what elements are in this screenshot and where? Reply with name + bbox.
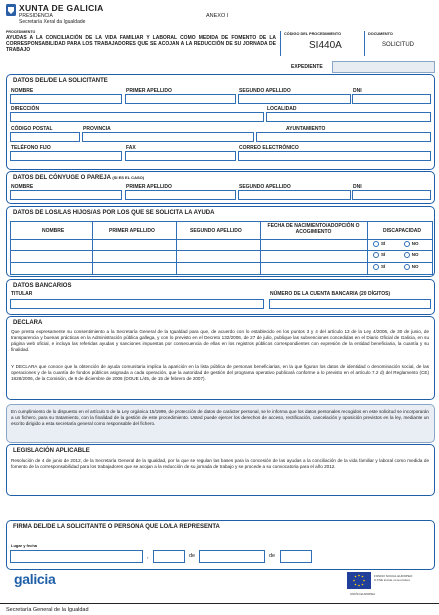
spouse-dni-label: DNI [353,184,362,190]
footer-divider [0,603,439,604]
child-row-1-discapacidad [373,241,419,247]
spouse-nombre-label: NOMBRE [11,184,34,190]
account-label: NÚMERO DE LA CUENTA BANCARIA (20 DÍGITOS) [270,291,391,297]
spouse-dni-field[interactable] [352,190,431,200]
galicia-logo-text: galicia [14,571,56,587]
codigo-postal-label: CÓDIGO POSTAL [11,126,53,132]
eu-stars-icon [347,572,371,589]
radio-si-1[interactable] [373,241,379,247]
spouse-primer-apellido-field[interactable] [125,190,236,200]
col-nombre: NOMBRE [42,228,65,234]
spouse-nombre-field[interactable] [10,190,122,200]
ayuntamiento-field[interactable] [256,132,431,142]
expediente-field[interactable] [332,61,435,73]
dept-presidencia: PRESIDENCIA [19,13,53,19]
spouse-section [6,171,435,204]
applicant-title: DATOS DEL/DE LA SOLICITANTE [13,78,108,84]
legal-text: Resolución de 4 de junio de 2012, de la Secretaría General de la Igualdad, por la que se regulan las bases para la concesión de las ayudas a la conciliación de la vida familiar y laboral como medida de fomento de la corresponsabilidad para los trabajadores que se acojan a la reducción de su jornada de trabajo y se procede a su convocatoria para el año 2012. [11,458,429,469]
spouse-primer-apellido-label: PRIMER APELLIDO [126,184,172,190]
col-segundo-apellido: SEGUNDO APELLIDO [190,228,242,234]
eu-flag-icon [347,572,371,589]
yes-label-1: SÍ [381,241,386,247]
children-title: DATOS DE LOS/LAS HIJOS/AS POR LOS QUE SE SOLICITA LA AYUDA [13,210,215,216]
legal-title: LEGISLACIÓN APLICABLE [13,448,90,454]
dni-field[interactable] [352,94,431,104]
segundo-apellido-field[interactable] [238,94,351,104]
de-label-2: de [269,553,276,559]
radio-no-2[interactable] [404,252,410,258]
eu-text-1: FONDO SOCIAL EUROPEO [374,574,413,578]
radio-si-2[interactable] [373,252,379,258]
procedure-label: PROCEDIMENTO [6,30,36,34]
declara-section [6,316,435,400]
day-field[interactable] [153,550,185,563]
provincia-field[interactable] [82,132,254,142]
nombre-label: NOMBRE [11,88,34,94]
month-field[interactable] [199,550,265,563]
procedure-code-box [280,31,362,56]
dept-secretaria: Secretaría Xeral da Igualdade [19,19,86,25]
children-table [10,221,433,275]
signature-section [6,520,435,570]
declara-paragraph-1: Que presta expresamente su consentimiento a la Secretaría General de la Igualdad para que, de acuerdo con lo establecido en los puntos 3 y 4 del artículo 13 de la Ley 4/2006, de 30 de junio, de transparencia y buenas prácticas en la Administración pública gallega, y con lo previsto en el Decreto 132/2006, de 27 de julio, publique las subvenciones concedidas en el Diario Oficial de Galicia, en su página web oficial, e incluya las referidas ayudas y sanciones impuestas por consecuencia de ellas en los registros públicos correspondientes con expresión de la entidad beneficiaria, la cuantía y su finalidad. [11,329,429,352]
yes-label-2: SÍ [381,252,386,258]
direccion-field[interactable] [10,112,264,122]
correo-field[interactable] [238,151,431,161]
titular-field[interactable] [10,299,264,309]
child-row-2-discapacidad [373,252,419,258]
child-row-3-discapacidad [373,264,419,270]
spouse-segundo-apellido-label: SEGUNDO APELLIDO [239,184,291,190]
document-value: SOLICITUD [382,42,415,48]
radio-no-1[interactable] [404,241,410,247]
fax-label: FAX [126,145,136,151]
xunta-shield-icon [6,4,16,16]
comma-sep: , [147,554,149,560]
radio-no-3[interactable] [404,264,410,270]
ayuntamiento-label: AYUNTAMIENTO [286,126,326,132]
radio-si-3[interactable] [373,264,379,270]
xunta-logo [6,3,16,15]
dni-label: DNI [353,88,362,94]
localidad-label: LOCALIDAD [267,106,297,112]
account-field[interactable] [269,299,431,309]
declara-title: DECLARA [13,320,43,326]
place-field[interactable] [10,550,143,563]
legal-section [6,444,435,496]
spouse-title-note: (SI ES EL CASO) [112,175,145,180]
footer-bottom-text: Secretaría General de la Igualdad [6,607,89,613]
col-fecha: FECHA DE NACIMIENTO/ADOPCIÓN O ACOGIMIENTO [267,223,360,235]
direccion-label: DIRECCIÓN [11,106,40,112]
spouse-title [13,175,144,181]
telefono-label: TELÉFONO FIJO [11,145,51,151]
code-value: SI440A [309,40,342,51]
codigo-postal-field[interactable] [10,132,80,142]
provincia-label: PROVINCIA [83,126,111,132]
place-date-label: Lugar y fecha [11,543,38,548]
no-label-2: NO [411,252,419,258]
privacy-section [6,404,435,443]
localidad-field[interactable] [266,112,431,122]
eu-text-3: UNIÓN EUROPEA [350,592,376,596]
code-label: CÓDIGO DEL PROCEDIMIENTO [284,32,342,36]
children-section [6,206,435,277]
nombre-field[interactable] [10,94,122,104]
col-primer-apellido: PRIMER APELLIDO [109,228,155,234]
privacy-text: En cumplimiento de lo dispuesto en el artículo 5 de la Ley orgánica 15/1999, de protección de datos de carácter personal, se le informa que los datos personales recogidos en este solicitud se incorporarán a un fichero, para su tratamiento, con la finalidad de la gestión de este procedimiento. Usted puede ejercer los derechos de acceso, rectificación, cancelación y oposición previstos en la ley, mediante un escrito dirigido a esta secretaría general como responsable del fichero. [11,409,429,426]
col-discapacidad: DISCAPACIDAD [383,228,421,234]
correo-label: CORREO ELECTRÓNICO [239,145,299,151]
spouse-segundo-apellido-field[interactable] [238,190,351,200]
no-label-3: NO [411,264,419,270]
document-box [364,31,434,56]
bank-section [6,279,435,315]
spouse-title-text: DATOS DEL CÓNYUGE O PAREJA [13,175,111,181]
eu-text-2: O FSE inviste no teu futuro [374,578,411,582]
org-name: XUNTA DE GALICIA [19,3,104,13]
primer-apellido-label: PRIMER APELLIDO [126,88,172,94]
telefono-field[interactable] [10,151,122,161]
annex-label: ANEXO I [206,13,229,19]
yes-label-3: SÍ [381,264,386,270]
year-field[interactable] [280,550,312,563]
procedure-title: AYUDAS A LA CONCILIACIÓN DE LA VIDA FAMILIAR Y LABORAL COMO MEDIDA DE FOMENTO DE LA CORRESPONSABILIDAD PARA LOS TRABAJADORES QUE SE ACOJAN A LA REDUCCIÓN DE SU JORNADA DE TRABAJO [6,35,276,53]
bank-title: DATOS BANCARIOS [13,283,72,289]
primer-apellido-field[interactable] [125,94,236,104]
expediente-label: EXPEDIENTE [291,64,323,70]
declara-paragraph-2: Y DECLARA que conoce que la obtención de ayuda comunitaria implica la aparición en la lista pública de personas beneficiarias, en la que figuran los datos de identidad o denominación social, de las operaciones y de la cuantía de fondos públicos asignada a cada operación, que la autoridad de gestión del programa operativo publicará conforme a lo previsto en el artículo 7.2 d) del Reglamento (CE) 1828/2006, de la Comisión, de 8 de diciembre de 2006 (DOUE L/45, de 15 de febrero de 2007). [11,364,429,381]
no-label-1: NO [411,241,419,247]
galicia-logo [14,571,55,589]
applicant-section [6,74,435,170]
fax-field[interactable] [125,151,236,161]
segundo-apellido-label: SEGUNDO APELLIDO [239,88,291,94]
document-label: DOCUMENTO [368,32,393,36]
signature-title: FIRMA DEL/DE LA SOLICITANTE O PERSONA QUE LO/LA REPRESENTA [13,524,220,530]
de-label-1: de [189,553,196,559]
titular-label: TITULAR [11,291,33,297]
